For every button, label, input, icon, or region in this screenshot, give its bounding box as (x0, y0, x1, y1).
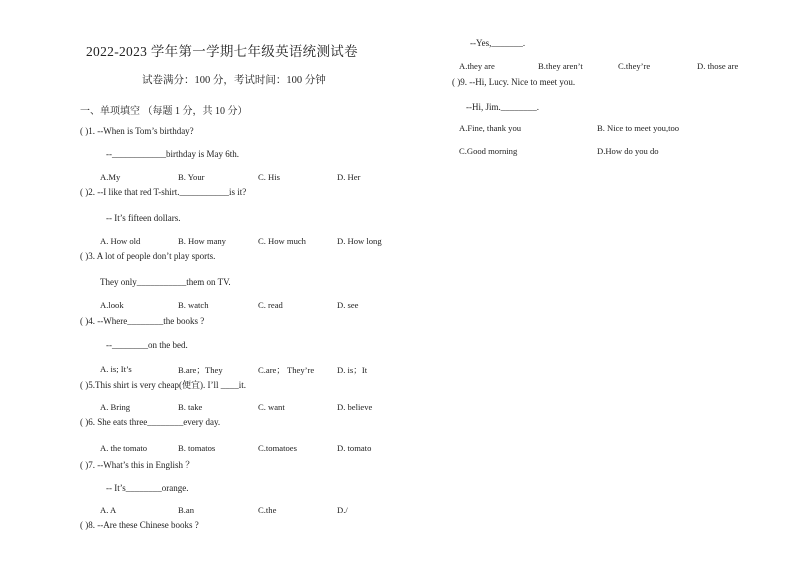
section-heading: 一、单项填空 （每题 1 分，共 10 分） (80, 106, 248, 117)
question-7-option-b: B.an (178, 505, 194, 515)
question-1-followup: --____________birthday is May 6th. (106, 149, 239, 159)
question-4-stem: ( )4. --Where________the books ? (80, 316, 205, 326)
question-8-option-d: D. those are (697, 61, 739, 71)
question-9-stem: ( )9. --Hi, Lucy. Nice to meet you. (452, 77, 576, 87)
question-9-followup: --Hi, Jim.________. (466, 102, 539, 112)
question-8-stem: ( )8. --Are these Chinese books ? (80, 520, 199, 530)
question-6-option-b: B. tomatos (178, 443, 216, 453)
question-4-followup: --________on the bed. (106, 340, 188, 350)
question-9-option-a: A.Fine, thank you (459, 123, 522, 133)
question-6-option-d: D. tomato (337, 443, 372, 453)
question-1-stem: ( )1. --When is Tom’s birthday? (80, 126, 194, 136)
question-8-option-b: B.they aren’t (538, 61, 583, 71)
question-6-stem: ( )6. She eats three________every day. (80, 417, 221, 427)
question-2-option-b: B. How many (178, 236, 226, 246)
question-4-option-c: C.are； They’re (258, 365, 315, 375)
question-5-stem: ( )5.This shirt is very cheap(便宜). I’ll ____it. (80, 380, 246, 390)
question-7-option-c: C.the (258, 505, 277, 515)
question-5-option-b: B. take (178, 402, 203, 412)
question-8-followup: --Yes,_______. (470, 38, 526, 48)
question-1-option-b: B. Your (178, 172, 205, 182)
question-9-option-b: B. Nice to meet you,too (597, 123, 680, 133)
question-2-option-c: C. How much (258, 236, 306, 246)
question-3-option-d: D. see (337, 300, 359, 310)
question-9-option-d: D.How do you do (597, 146, 659, 156)
question-3-option-a: A.look (100, 300, 124, 310)
question-3-stem: ( )3. A lot of people don’t play sports. (80, 251, 216, 261)
question-6-option-c: C.tomatoes (258, 443, 297, 453)
question-2-option-a: A. How old (100, 236, 141, 246)
question-2-option-d: D. How long (337, 236, 382, 246)
question-2-followup: -- It’s fifteen dollars. (106, 213, 181, 223)
question-7-stem: ( )7. --What’s this in English ？ (80, 460, 195, 470)
question-7-option-d: D./ (337, 505, 348, 515)
question-4-option-b: B.are；They (178, 365, 223, 375)
question-3-option-b: B. watch (178, 300, 209, 310)
exam-info: 试卷满分：100 分，考试时间：100 分钟 (142, 75, 326, 86)
question-5-option-c: C. want (258, 402, 285, 412)
question-4-option-d: D. is；It (337, 365, 368, 375)
question-7-option-a: A. A (100, 505, 117, 515)
question-1-option-d: D. Her (337, 172, 361, 182)
question-8-option-c: C.they’re (618, 61, 651, 71)
question-2-stem: ( )2. --I like that red T-shirt.___________is it? (80, 187, 247, 197)
question-4-option-a: A. is; It’s (100, 364, 132, 374)
question-1-option-c: C. His (258, 172, 280, 182)
question-5-option-a: A. Bring (100, 402, 131, 412)
question-9-option-c: C.Good morning (459, 146, 518, 156)
question-7-followup: -- It’s________orange. (106, 483, 189, 493)
question-8-option-a: A.they are (459, 61, 495, 71)
question-1-option-a: A.My (100, 172, 121, 182)
page-title: 2022-2023 学年第一学期七年级英语统测试卷 (86, 44, 358, 59)
question-3-option-c: C. read (258, 300, 283, 310)
question-3-followup: They only___________them on TV. (100, 277, 231, 287)
question-5-option-d: D. believe (337, 402, 373, 412)
question-6-option-a: A. the tomato (100, 443, 148, 453)
